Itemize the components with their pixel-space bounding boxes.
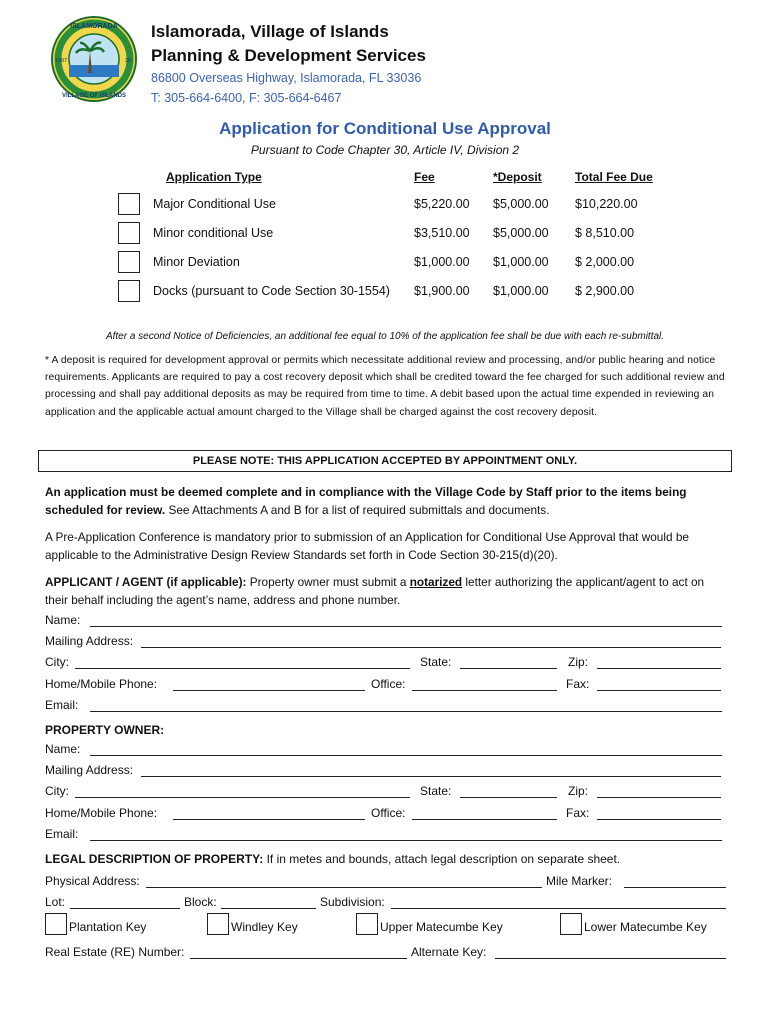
checkbox-windley-key[interactable] xyxy=(207,913,229,935)
applicant-city-label: City: xyxy=(45,655,69,669)
applicant-office-field[interactable] xyxy=(412,679,557,691)
deposit-note: * A deposit is required for development approval or permits which necessitate additional review and processing, and/or public hearing and notice requirements. Applicants are required to pay a cost recovery deposit which shall be credited toward the fee charged for such additional review and processing and shall pay additional deposits as may be required from time to time. A debit based upon the actual time expended in reviewing an application and the applicable actual amount charged to the Village shall be charged against the cost recovery deposit. xyxy=(45,355,725,418)
owner-state-label: State: xyxy=(420,784,452,798)
applicant-zip-field[interactable] xyxy=(597,657,721,669)
applicant-state-field[interactable] xyxy=(460,657,557,669)
owner-email-field[interactable] xyxy=(90,829,722,841)
office-address: 86800 Overseas Highway, Islamorada, FL 33036 xyxy=(151,71,422,85)
owner-fax-field[interactable] xyxy=(597,808,721,820)
svg-text:1997: 1997 xyxy=(54,58,68,64)
lot-label: Lot: xyxy=(45,895,66,909)
fee-amount: $5,220.00 xyxy=(414,197,470,211)
applicant-paragraph xyxy=(45,574,725,609)
applicant-fax-label: Fax: xyxy=(566,677,590,691)
deposit-amount: $5,000.00 xyxy=(493,197,549,211)
col-header-deposit: *Deposit xyxy=(493,170,542,184)
owner-heading: PROPERTY OWNER: xyxy=(45,723,165,737)
checkbox-plantation-key[interactable] xyxy=(45,913,67,935)
checkbox-lower-matecumbe-key[interactable] xyxy=(560,913,582,935)
deposit-amount: $1,000.00 xyxy=(493,284,549,298)
completeness-bold: An application must be deemed complete and in compliance with the Village Code by Staff prior to the items being scheduled for review. xyxy=(45,485,687,517)
applicant-email-field[interactable] xyxy=(90,700,722,712)
windley-key-label: Windley Key xyxy=(231,920,298,934)
owner-zip-field[interactable] xyxy=(597,786,721,798)
owner-phone-label: Home/Mobile Phone: xyxy=(45,806,158,820)
checkbox-docks[interactable] xyxy=(118,280,140,302)
total-amount: $10,220.00 xyxy=(575,197,638,211)
owner-city-field[interactable] xyxy=(75,786,410,798)
fee-row-deviation xyxy=(0,251,770,275)
checkbox-minor-conditional-use[interactable] xyxy=(118,222,140,244)
subdivision-label: Subdivision: xyxy=(320,895,385,909)
applicant-name-label: Name: xyxy=(45,613,81,627)
physical-address-label: Physical Address: xyxy=(45,874,140,888)
block-label: Block: xyxy=(184,895,217,909)
legal-note: If in metes and bounds, attach legal description on separate sheet. xyxy=(263,852,621,866)
owner-state-field[interactable] xyxy=(460,786,557,798)
checkbox-upper-matecumbe-key[interactable] xyxy=(356,913,378,935)
fee-amount: $1,000.00 xyxy=(414,255,470,269)
deposit-amount: $5,000.00 xyxy=(493,226,549,240)
svg-text:28: 28 xyxy=(124,58,132,64)
deposit-amount: $1,000.00 xyxy=(493,255,549,269)
applicant-mailing-label: Mailing Address: xyxy=(45,634,134,648)
legal-heading: LEGAL DESCRIPTION OF PROPERTY: xyxy=(45,852,264,866)
lot-field[interactable] xyxy=(70,897,180,909)
fee-row-major xyxy=(0,193,770,217)
applicant-city-field[interactable] xyxy=(75,657,410,669)
owner-name-label: Name: xyxy=(45,742,81,756)
village-seal-logo xyxy=(50,15,138,103)
fee-type: Minor Deviation xyxy=(153,255,240,269)
applicant-mailing-field[interactable] xyxy=(141,636,721,648)
applicant-text-2: letter authorizing the applicant/agent to act on their behalf including the agent’s name, address and phone number. xyxy=(45,575,705,607)
fee-row-minor xyxy=(0,222,770,246)
office-phone: T: 305-664-6400, F: 305-664-6467 xyxy=(151,91,342,105)
fee-amount: $3,510.00 xyxy=(414,226,470,240)
resubmittal-note: After a second Notice of Deficiencies, an additional fee equal to 10% of the application fee shall be due with each re-submittal. xyxy=(105,331,665,342)
col-header-fee: Fee xyxy=(414,170,435,184)
form-subtitle: Pursuant to Code Chapter 30, Article IV, Division 2 xyxy=(250,143,520,157)
department-name: Planning & Development Services xyxy=(151,46,426,65)
applicant-name-field[interactable] xyxy=(90,615,722,627)
block-field[interactable] xyxy=(221,897,316,909)
owner-phone-field[interactable] xyxy=(173,808,365,820)
mile-marker-label: Mile Marker: xyxy=(546,874,613,888)
subdivision-field[interactable] xyxy=(391,897,726,909)
alternate-key-field[interactable] xyxy=(495,947,726,959)
applicant-office-label: Office: xyxy=(371,677,406,691)
upper-matecumbe-key-label: Upper Matecumbe Key xyxy=(380,920,503,934)
completeness-paragraph xyxy=(45,484,725,519)
legal-description-line xyxy=(45,852,620,866)
svg-text:ISLAMORADA: ISLAMORADA xyxy=(70,23,118,30)
alternate-key-label: Alternate Key: xyxy=(411,945,487,959)
col-header-application-type: Application Type xyxy=(166,170,262,184)
fee-amount: $1,900.00 xyxy=(414,284,470,298)
applicant-state-label: State: xyxy=(420,655,452,669)
re-number-field[interactable] xyxy=(190,947,407,959)
re-number-label: Real Estate (RE) Number: xyxy=(45,945,185,959)
owner-office-label: Office: xyxy=(371,806,406,820)
applicant-phone-field[interactable] xyxy=(173,679,365,691)
applicant-text-1: Property owner must submit a xyxy=(246,575,410,589)
fee-row-docks xyxy=(0,280,770,304)
notarized-word: notarized xyxy=(409,575,463,589)
fee-type: Major Conditional Use xyxy=(153,197,276,211)
applicant-fax-field[interactable] xyxy=(597,679,721,691)
owner-email-label: Email: xyxy=(45,827,79,841)
plantation-key-label: Plantation Key xyxy=(69,920,147,934)
total-amount: $ 2,900.00 xyxy=(575,284,635,298)
org-name: Islamorada, Village of Islands xyxy=(151,22,389,41)
applicant-phone-label: Home/Mobile Phone: xyxy=(45,677,158,691)
owner-zip-label: Zip: xyxy=(568,784,589,798)
preapplication-paragraph: A Pre-Application Conference is mandatory prior to submission of an Application for Conditional Use Approval that would be applicable to the Administrative Design Review Standards set forth in Code Section 30-215(d)(20). xyxy=(45,530,689,562)
owner-mailing-field[interactable] xyxy=(141,765,721,777)
applicant-email-label: Email: xyxy=(45,698,79,712)
lower-matecumbe-key-label: Lower Matecumbe Key xyxy=(584,920,707,934)
mile-marker-field[interactable] xyxy=(624,876,726,888)
physical-address-field[interactable] xyxy=(146,876,542,888)
svg-text:VILLAGE OF ISLANDS: VILLAGE OF ISLANDS xyxy=(61,93,127,99)
owner-fax-label: Fax: xyxy=(566,806,590,820)
fee-type: Minor conditional Use xyxy=(153,226,274,240)
col-header-total: Total Fee Due xyxy=(575,170,653,184)
total-amount: $ 8,510.00 xyxy=(575,226,635,240)
checkbox-major-conditional-use[interactable] xyxy=(118,193,140,215)
owner-city-label: City: xyxy=(45,784,69,798)
owner-mailing-label: Mailing Address: xyxy=(45,763,134,777)
appointment-note: PLEASE NOTE: THIS APPLICATION ACCEPTED BY APPOINTMENT ONLY. xyxy=(38,450,732,472)
total-amount: $ 2,000.00 xyxy=(575,255,635,269)
checkbox-minor-deviation[interactable] xyxy=(118,251,140,273)
fee-type: Docks (pursuant to Code Section 30-1554) xyxy=(153,284,390,298)
owner-name-field[interactable] xyxy=(90,744,722,756)
letterhead xyxy=(151,20,426,108)
form-title: Application for Conditional Use Approval xyxy=(219,119,551,138)
completeness-rest: See Attachments A and B for a list of required submittals and documents. xyxy=(165,502,550,517)
owner-office-field[interactable] xyxy=(412,808,557,820)
applicant-zip-label: Zip: xyxy=(568,655,589,669)
applicant-heading: APPLICANT / AGENT (if applicable): xyxy=(45,575,247,589)
